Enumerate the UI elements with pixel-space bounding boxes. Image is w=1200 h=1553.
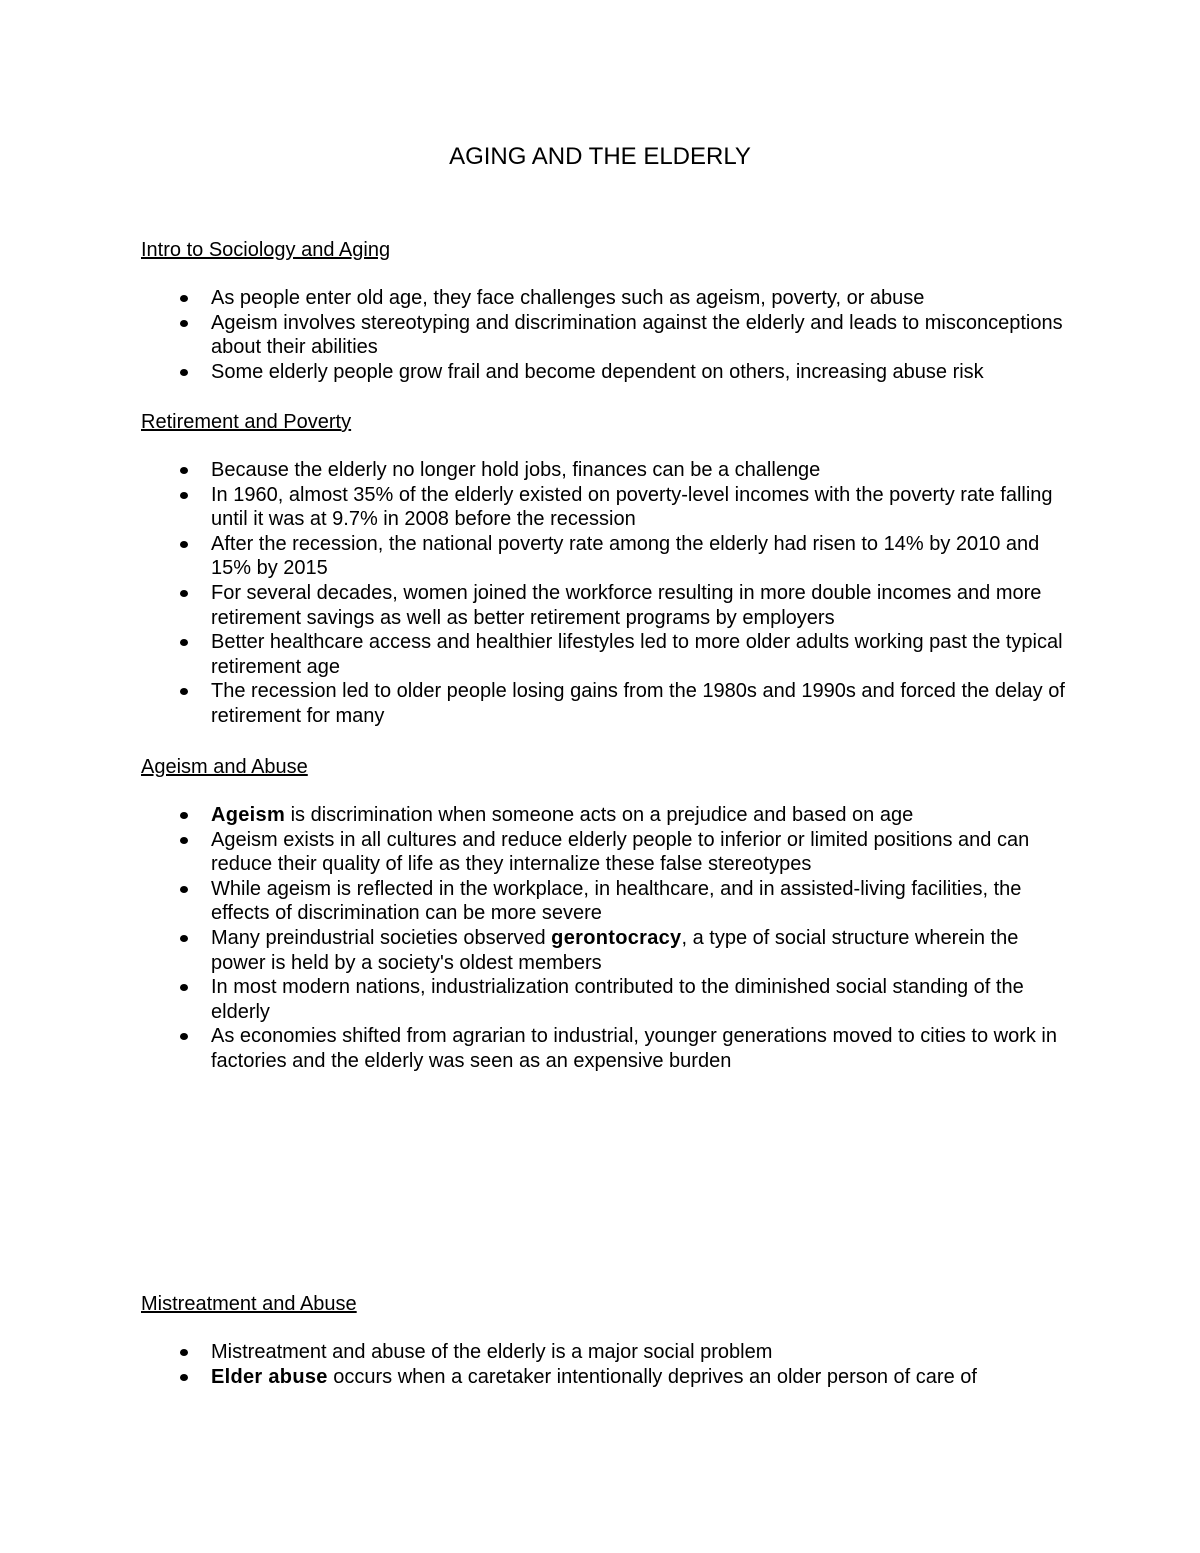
document-title: AGING AND THE ELDERLY: [449, 143, 751, 170]
section-heading: Retirement and Poverty: [141, 411, 352, 433]
list-item-text: Because the elderly no longer hold jobs, finances can be a challenge: [211, 459, 821, 481]
list-item: [141, 1340, 1071, 1365]
bullet-list: [141, 1340, 1071, 1389]
list-item-text: In most modern nations, industrialization contributed to the diminished social standing of the elderly: [211, 976, 1024, 1023]
section-mistreatment-and-abuse: [141, 1292, 1071, 1389]
list-item-text: While ageism is reflected in the workplace, in healthcare, and in assisted-living facilities, the effects of discrimination can be more severe: [211, 877, 1022, 925]
list-item: [141, 926, 1071, 975]
list-item-text: occurs when a caretaker intentionally deprives an older person of care of: [327, 1365, 977, 1388]
list-item: [141, 1365, 1071, 1390]
list-item-text: For several decades, women joined the workforce resulting in more double incomes and more retirement savings as well as better retirement programs by employers: [211, 581, 1042, 629]
bullet-icon: [180, 492, 188, 499]
section-intro-to-sociology: [141, 238, 1071, 384]
list-item-text: Mistreatment and abuse of the elderly is a major social problem: [211, 1341, 773, 1363]
bullet-icon: [180, 295, 188, 302]
bullet-list: [141, 458, 1071, 729]
list-item: [141, 581, 1071, 630]
list-item: [141, 828, 1071, 877]
list-item-text: Some elderly people grow frail and become dependent on others, increasing abuse risk: [211, 360, 984, 383]
bullet-icon: [180, 984, 188, 991]
list-item-text: Better healthcare access and healthier lifestyles led to more older adults working past the typical retirement age: [211, 631, 1063, 678]
section-heading: Ageism and Abuse: [141, 756, 308, 778]
bullet-icon: [180, 1374, 188, 1381]
section-heading: Intro to Sociology and Aging: [141, 239, 391, 261]
list-item-text: is discrimination when someone acts on a prejudice and based on age: [285, 804, 914, 826]
list-item-text: The recession led to older people losing gains from the 1980s and 1990s and forced the delay of retirement for many: [211, 680, 1065, 727]
list-item-text: , a type of social structure wherein the power is held by a society's oldest members: [211, 926, 1019, 974]
list-item-text: Ageism exists in all cultures and reduce elderly people to inferior or limited positions and can reduce their quality of life as they internalize these false stereotypes: [211, 828, 1030, 876]
bullet-icon: [180, 812, 188, 819]
list-item: [141, 877, 1071, 926]
bullet-icon: [180, 1349, 188, 1356]
list-item-text-pre: Many preindustrial societies observed: [211, 926, 552, 949]
list-item-text: Ageism involves stereotyping and discrimination against the elderly and leads to misconceptions about their abilities: [211, 311, 1063, 359]
term-ageism: Ageism: [211, 804, 286, 826]
bullet-icon: [180, 935, 188, 942]
bullet-icon: [180, 369, 188, 376]
list-item: [141, 311, 1071, 360]
bullet-icon: [180, 886, 188, 893]
list-item-text: As people enter old age, they face challenges such as ageism, poverty, or abuse: [211, 287, 925, 309]
list-item: [141, 803, 1071, 828]
list-item: [141, 679, 1071, 728]
list-item-text: After the recession, the national poverty rate among the elderly had risen to 14% by 2010 and 15% by 2015: [211, 532, 1040, 580]
term-gerontocracy: gerontocracy: [551, 926, 682, 949]
bullet-list: [141, 803, 1071, 1074]
bullet-icon: [180, 541, 188, 548]
list-item-text: As economies shifted from agrarian to industrial, younger generations moved to cities to work in factories and the elderly was seen as an expensive burden: [211, 1025, 1057, 1072]
list-item: [141, 1024, 1071, 1073]
list-item: [141, 483, 1071, 532]
list-item: [141, 975, 1071, 1024]
section-ageism-and-abuse: [141, 755, 1071, 1074]
bullet-icon: [180, 467, 188, 474]
term-elder-abuse: Elder abuse: [211, 1365, 328, 1388]
list-item: [141, 360, 1071, 385]
list-item: [141, 286, 1071, 311]
bullet-list: [141, 286, 1071, 384]
section-retirement-and-poverty: [141, 410, 1071, 729]
list-item-text: In 1960, almost 35% of the elderly existed on poverty-level incomes with the poverty rate falling until it was at 9.7% in 2008 before the recession: [211, 483, 1053, 531]
list-item: [141, 630, 1071, 679]
section-heading: Mistreatment and Abuse: [141, 1293, 357, 1315]
bullet-icon: [180, 590, 188, 597]
list-item: [141, 458, 1071, 483]
bullet-icon: [180, 639, 188, 646]
list-item: [141, 532, 1071, 581]
bullet-icon: [180, 837, 188, 844]
bullet-icon: [180, 688, 188, 695]
bullet-icon: [180, 1033, 188, 1040]
bullet-icon: [180, 320, 188, 327]
